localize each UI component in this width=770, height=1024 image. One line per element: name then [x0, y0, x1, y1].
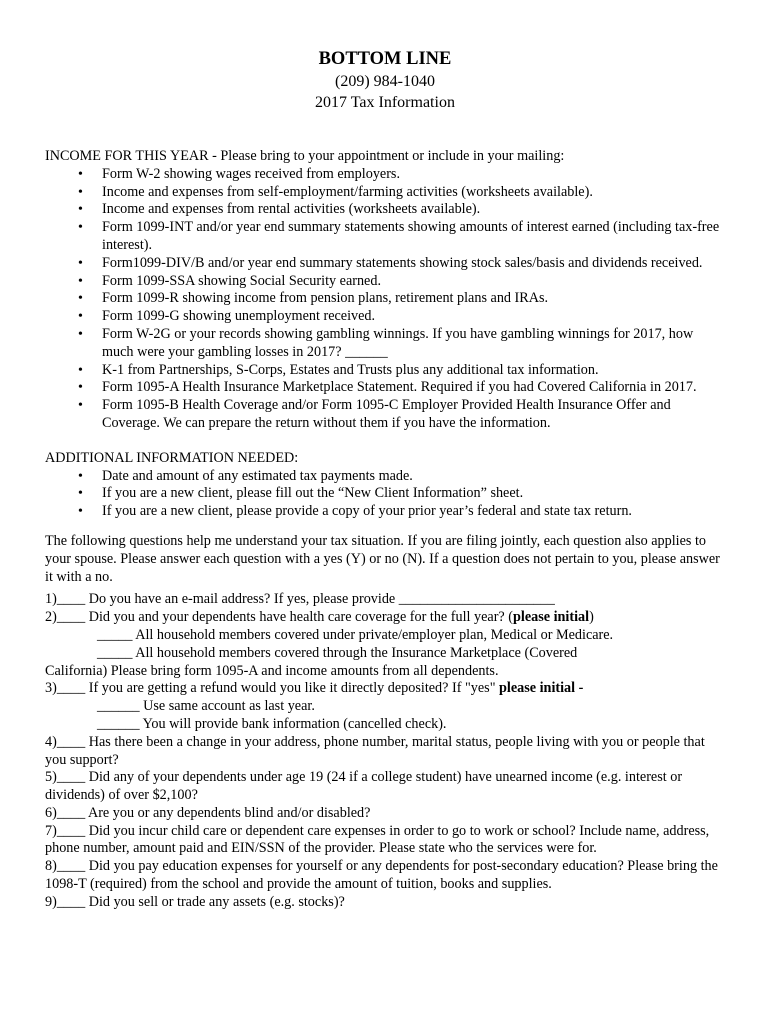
document-body [45, 148, 725, 912]
question-6: 6)____ Are you or any dependents blind and/or disabled? [45, 804, 371, 821]
question-2-option-b: _____ All household members covered through the Insurance Marketplace (Covered [97, 644, 578, 661]
question-9: 9)____ Did you sell or trade any assets (e.g. stocks)? [45, 893, 345, 910]
list-item: • Income and expenses from self-employment/farming activities (worksheets available). [45, 184, 725, 202]
question-3-text: 3)____ If you are getting a refund would you like it directly deposited? If "yes" [45, 680, 500, 697]
question-2-option-b-cont: California) Please bring form 1095-A and income amounts from all dependents. [45, 662, 499, 679]
list-item: • Form 1099-R showing income from pension plans, retirement plans and IRAs. [45, 290, 725, 308]
list-item: • Form W-2G or your records showing gambling winnings. If you have gambling winnings for 2017, how much were your gambling losses in 2017? ______ [45, 326, 725, 362]
question-3-initial: please initial - [499, 680, 584, 697]
list-item: • Income and expenses from rental activities (worksheets available). [45, 201, 725, 219]
question-3 [45, 680, 725, 698]
question-2-text: 2)____ Did you and your dependents have health care coverage for the full year? ( [45, 609, 513, 626]
business-name: BOTTOM LINE [318, 49, 452, 69]
list-item: • Date and amount of any estimated tax payments made. [45, 468, 725, 486]
question-5: 5)____ Did any of your dependents under age 19 (24 if a college student) have unearned income (e.g. interest or dividends) of over $2,100? [45, 769, 683, 804]
question-3-option-b: ______ You will provide bank information (cancelled check). [97, 715, 447, 732]
question-3-option-a: ______ Use same account as last year. [97, 698, 315, 715]
question-8: 8)____ Did you pay education expenses for yourself or any dependents for post-secondary education? Please bring the 1098-T (required) from the school and provide the amount of tuition, books and supplies. [45, 858, 718, 893]
question-1: 1)____ Do you have an e-mail address? If yes, please provide ______________________ [45, 591, 555, 608]
list-item: • Form 1099-SSA showing Social Security earned. [45, 273, 725, 291]
question-2-initial: please initial [513, 609, 590, 626]
question-7: 7)____ Did you incur child care or dependent care expenses in order to go to work or school? Include name, address, phone number, amount paid and EIN/SSN of the provider. Please state who the services were for. [45, 822, 710, 857]
intro-paragraph: The following questions help me understand your tax situation. If you are filing jointly, each question also applies to your spouse. Please answer each question with a yes (Y) or no (N). If a question does not pertain to you, please answer it with a no. [45, 532, 720, 585]
list-item: • K-1 from Partnerships, S-Corps, Estates and Trusts plus any additional tax information. [45, 362, 725, 380]
question-2 [45, 609, 725, 627]
additional-heading: ADDITIONAL INFORMATION NEEDED: [45, 449, 299, 466]
phone-number: (209) 984-1040 [335, 73, 435, 90]
additional-list [45, 468, 725, 521]
income-list [45, 166, 725, 433]
question-2-option-a: _____ All household members covered under private/employer plan, Medical or Medicare. [97, 626, 614, 643]
question-2-end: ) [589, 609, 594, 626]
list-item: • Form 1099-G showing unemployment received. [45, 308, 725, 326]
list-item: • If you are a new client, please fill out the “New Client Information” sheet. [45, 485, 725, 503]
list-item: • Form 1095-A Health Insurance Marketplace Statement. Required if you had Covered California in 2017. [45, 379, 725, 397]
document-header [0, 48, 770, 113]
list-item: • Form W-2 showing wages received from employers. [45, 166, 725, 184]
question-4: 4)____ Has there been a change in your address, phone number, marital status, people living with you or people that you support? [45, 733, 705, 768]
list-item: • Form 1095-B Health Coverage and/or Form 1095-C Employer Provided Health Insurance Offer and Coverage. We can prepare the return without them if you have the information. [45, 397, 725, 433]
list-item: • If you are a new client, please provide a copy of your prior year’s federal and state tax return. [45, 503, 725, 521]
list-item: • Form 1099-INT and/or year end summary statements showing amounts of interest earned (including tax-free interest). [45, 219, 725, 255]
list-item: • Form1099-DIV/B and/or year end summary statements showing stock sales/basis and dividends received. [45, 255, 725, 273]
document-subtitle: 2017 Tax Information [315, 94, 455, 111]
income-heading: INCOME FOR THIS YEAR - Please bring to your appointment or include in your mailing: [45, 148, 565, 164]
